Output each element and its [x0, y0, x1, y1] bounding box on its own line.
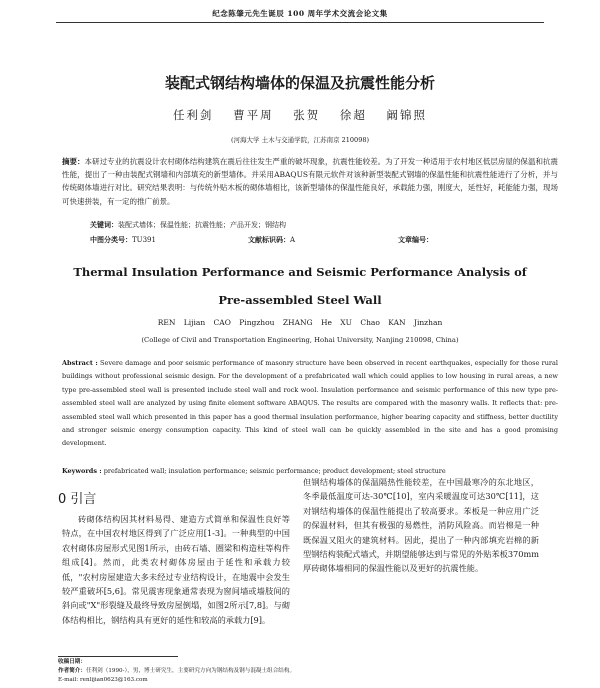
- abstract-zh-text: 本研过专业的抗震设计农村砌体结构建筑在震后往往发生严重的破坏现象，抗震性能较差。为了开发一种适用于农村地区低层房屋的保温和抗震性能，提出了一种由装配式钢墙和内部填充的新型墙体。并采用ABAQUS有限元软件对该种新型装配式钢墙的保温性能和抗震性能进行了分析，并与传统砌体墙进行对比。研究结果表明：与传统外贴木板的砌体墙相比，该新型墙体的保温性能良好，承载能力强，刚度大，延性好，耗能能力强，现场可快速拼装，有一定的推广前景。: [62, 157, 558, 206]
- abstract-zh: [62, 155, 558, 208]
- clc-value: TU391: [132, 236, 156, 244]
- footnote-text: 任利剑（1990-），男，博士研究生，主要研究方向为钢结构及钢与混凝土组合结构。E-mail: renlijian0623@163.com: [58, 668, 296, 683]
- title-zh: 装配式钢结构墙体的保温及抗震性能分析: [164, 74, 435, 92]
- authors-zh: 任利剑 曹平周 张贺 徐超 阚锦照: [172, 108, 428, 122]
- footnote-author-label: 作者简介：: [58, 668, 86, 674]
- keywords-zh-text: 装配式墙体；保温性能；抗震性能；产品开发；钢结构: [118, 221, 286, 229]
- section-heading: 0 引言: [58, 492, 97, 507]
- header-rule: [56, 22, 544, 23]
- affiliation-en: (College of Civil and Transportation Engineering, Hohai University, Nanjing 210098, China): [141, 336, 459, 344]
- body-left-column: 砖砌体结构因其材料易得、建造方式简单和保温性良好等特点，在中国农村地区得到了广泛应用[1-3]。一种典型的中国农村砌体房屋形式见图1所示，由砖石墙、圈梁和构造柱等构件组成[4]。然而，此类农村砌体房屋由于延性和承载力较低，"农村房屋建造大多未经过专业结构设计，在地震中会发生较严重破坏[5,6]。常见震害现象通常表现为窗间墙或墙肢间的斜向或"X"形裂缝及最终导致房屋倒塌，如图2所示[7,8]。与砌体结构相比，钢结构具有更好的延性和较高的承载力[9]。: [62, 514, 290, 625]
- body-right-column: 但钢结构墙体的保温隔热性能较差，在中国最寒冷的东北地区，冬季最低温度可达-30℃[10]，室内采暖温度可达30℃[11]，这对钢结构墙体的保温性能提出了较高要求。苯板是一种应用广泛的保温材料，但其有极强的易燃性，消防风险高。而岩棉是一种既保温又阻火的建筑材料。因此，提出了一种内部填充岩棉的新型钢结构装配式墙式，并期望能够达到与常见的外贴苯板370mm厚砖砌体墙相同的保温性能以及更好的抗震性能。: [303, 477, 539, 574]
- authors-en: REN Lijian CAO Pingzhou ZHANG He XU Chao KAN Jinzhan: [157, 318, 443, 327]
- footnote: [58, 658, 298, 685]
- article-no-label: 文章编号：: [398, 235, 433, 244]
- footnote-rule: [58, 656, 178, 657]
- title-en-line2: Pre-assembled Steel Wall: [218, 293, 382, 307]
- doc-code-label: 文献标识码：: [248, 235, 290, 244]
- keywords-en-text: prefabricated wall; insulation performance; seismic performance; product development; steel structure: [103, 467, 446, 475]
- abstract-en: [62, 357, 558, 451]
- title-en-line1: Thermal Insulation Performance and Seismic Performance Analysis of: [73, 265, 527, 279]
- abstract-en-text: Severe damage and poor seismic performance of masonry structure have been observed in recent earthquakes, especially for those rural buildings without professional seismic design. For the development of a prefabricated wall which could applies to low housing in rural areas, a new type pre-assembled steel wall is presented include steel wall and rock wool. Insulation performance and seismic performance of this new type pre-assembled steel wall are analyzed by using finite element software ABAQUS. The results are compared with the masonry walls. It reflects that: pre-assembled steel wall which presented in this paper has a good thermal insulation performance, higher bearing capacity and stiffness, better ductility and stronger seismic energy consumption capacity. This kind of steel wall can be quickly assembled in the site and has a good promising development.: [62, 359, 558, 448]
- keywords-en: [62, 467, 558, 475]
- running-header: 纪念陈肇元先生诞辰 100 周年学术交流会论文集: [212, 9, 388, 18]
- affiliation-zh: (河海大学 土木与交通学院，江苏南京 210098): [230, 136, 370, 144]
- abstract-zh-label: 摘要：: [62, 157, 85, 166]
- clc-label: 中图分类号：: [90, 235, 132, 244]
- footnote-received-label: 收稿日期：: [58, 659, 86, 665]
- keywords-zh-label: 关键词：: [90, 220, 118, 229]
- article-number: [398, 235, 433, 245]
- document-code: [248, 235, 295, 245]
- abstract-en-label: Abstract :: [62, 359, 98, 367]
- doc-code-value: A: [290, 236, 296, 244]
- clc-number: [90, 235, 156, 245]
- keywords-en-label: Keywords :: [62, 467, 102, 475]
- keywords-zh: [90, 220, 560, 230]
